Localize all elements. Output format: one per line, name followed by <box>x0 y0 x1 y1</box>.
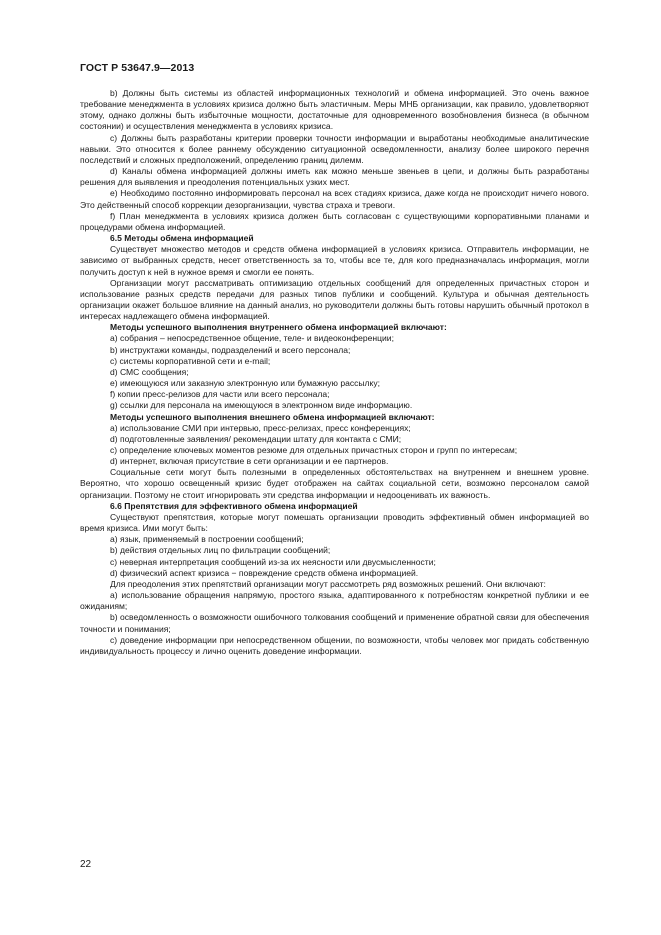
subheading-internal-methods: Методы успешного выполнения внутреннего обмена информацией включают: <box>110 322 447 333</box>
list-item: b) осведомленность о возможности ошибочного толкования сообщений и применение обратной связи для обеспечения точности и понимания; <box>80 612 589 634</box>
subheading-external-methods: Методы успешного выполнения внешнего обмена информацией включают: <box>110 411 435 422</box>
section-heading-6-5: 6.5 Методы обмена информацией <box>110 233 254 244</box>
paragraph-item-c: c) Должны быть разработаны критерии проверки точности информации и выработаны необходимые аналитические навыки. Это относится к более раннему обсуждению ситуационной осведомленности, анализу более широкого перечня последствий и сложных предположений, определению границ дилемм. <box>80 132 589 165</box>
document-body <box>80 88 589 657</box>
list-item: e) имеющуюся или заказную электронную или бумажную рассылку; <box>110 378 380 389</box>
document-header: ГОСТ Р 53647.9—2013 <box>80 62 195 74</box>
list-item: c) определение ключевых моментов резюме для отдельных причастных сторон и групп по интересам; <box>110 445 518 455</box>
list-item: c) системы корпоративной сети и e-mail; <box>110 355 271 366</box>
paragraph: Существует множество методов и средств обмена информацией в условиях кризиса. Отправитель информации, не зависимо от выбранных средств, несет ответственность за то, чтобы все те, для кого предназначалась информация, могли получить доступ к ней в нужное время и смогли ее понять. <box>80 244 589 277</box>
paragraph: Для преодоления этих препятствий организации могут рассмотреть ряд возможных решений. Они включают: <box>110 578 546 589</box>
list-item: d) подготовленные заявления/ рекомендации штату для контакта с СМИ; <box>110 433 402 444</box>
list-item: f) копии пресс-релизов для части или всего персонала; <box>110 389 330 400</box>
list-item: b) инструктажи команды, подразделений и всего персонала; <box>110 344 351 355</box>
list-item: c) неверная интерпретация сообщений из-за их неясности или двусмысленности; <box>110 556 436 567</box>
section-heading-6-6: 6.6 Препятствия для эффективного обмена информацией <box>110 500 358 511</box>
list-item: a) использование обращения напрямую, простого языка, адаптированного к потребностям конкретной публики и ее ожиданиям; <box>80 590 589 612</box>
list-item: b) действия отдельных лиц по фильтрации сообщений; <box>110 545 331 556</box>
paragraph: Организации могут рассматривать оптимизацию отдельных сообщений для определенных причастных сторон и использование разных средств передачи для разных типов публики и сообщений. Культура и обычная деятельность организации окажет большое влияние на данный анализ, но руководители должны быть готовы нарушить обычный протокол в интересах надлежащего обмена информацией. <box>80 277 589 322</box>
paragraph: Социальные сети могут быть полезными в определенных обстоятельствах на внутреннем и внешнем уровне. Вероятно, что хорошо освещенный кризис будет отображен на сайтах социальной сети, возможно персоналом самой организации. Поэтому не стоит игнорировать эти средства информации и недооценивать их важность. <box>80 467 589 500</box>
list-item: g) ссылки для персонала на имеющуюся в электронном виде информацию. <box>110 400 413 411</box>
page-number: 22 <box>80 859 92 870</box>
paragraph-item-e: e) Необходимо постоянно информировать персонал на всех стадиях кризиса, даже когда не происходит ничего нового. Это действенный способ коррекции дезорганизации, чувства страха и тревоги. <box>80 188 589 210</box>
list-item: c) доведение информации при непосредственном общении, по возможности, чтобы человек мог придать собственную индивидуальность процессу и лично оценить доведение информации. <box>80 634 589 656</box>
paragraph-item-f: f) План менеджмента в условиях кризиса должен быть согласован с существующими корпоративными планами и процедурами обмена информацией. <box>80 210 589 232</box>
list-item: d) СМС сообщения; <box>110 366 189 377</box>
paragraph-item-b: b) Должны быть системы из областей информационных технологий и обмена информацией. Это очень важное требование менеджмента в условиях кризиса должно быть эластичным. Меры МНБ организации, как правило, удовлетворяют этому, однако должны быть избыточные мощности, достаточные для одновременного возобновления бизнеса (в обычном состоянии) и осуществления менеджмента в условиях кризиса. <box>80 88 589 132</box>
list-item: d) физический аспект кризиса − повреждение средств обмена информацией. <box>110 567 419 578</box>
paragraph: Существуют препятствия, которые могут помешать организации проводить эффективный обмен информацией во время кризиса. Ими могут быть: <box>80 511 589 534</box>
paragraph-item-d: d) Каналы обмена информацией должны иметь как можно меньше звеньев в цепи, и должны быть разработаны решения для выявления и преодоления потенциальных узких мест. <box>80 166 589 188</box>
list-item: a) язык, применяемый в построении сообщений; <box>110 534 304 545</box>
list-item: d) интернет, включая присутствие в сети организации и ее партнеров. <box>110 456 389 467</box>
list-item: a) использование СМИ при интервью, пресс-релизах, пресс конференциях; <box>110 422 411 433</box>
list-item: a) собрания – непосредственное общение, теле- и видеоконференции; <box>110 333 394 344</box>
